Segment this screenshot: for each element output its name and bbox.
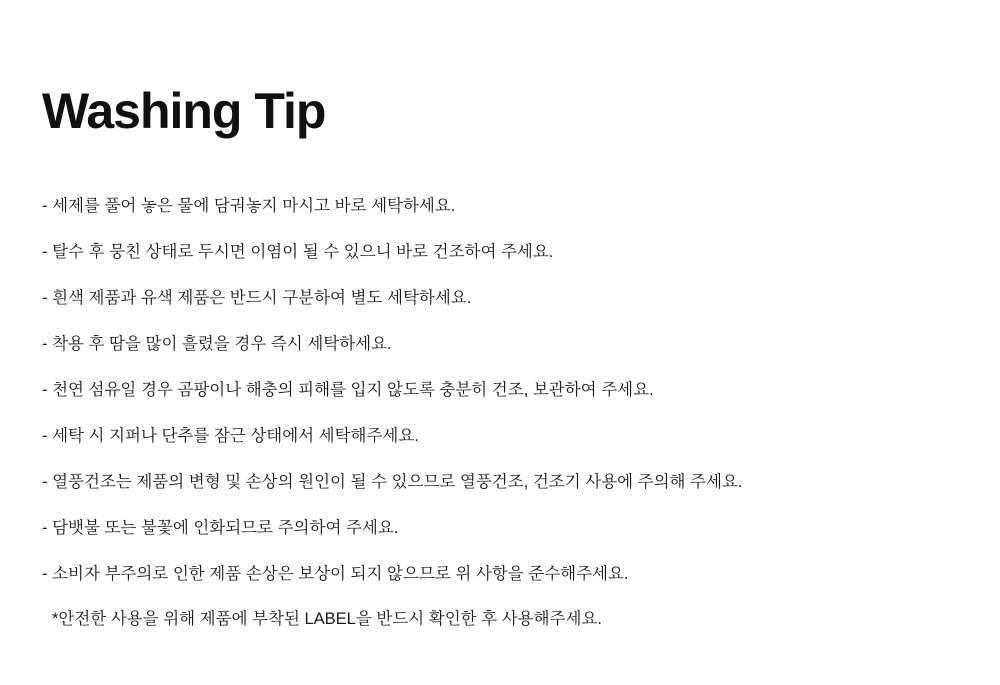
safety-note: *안전한 사용을 위해 제품에 부착된 LABEL을 반드시 확인한 후 사용해주세요.: [52, 610, 602, 629]
tips-list: [42, 196, 962, 631]
list-item: - 탈수 후 뭉친 상태로 두시면 이염이 될 수 있으니 바로 건조하여 주세요.: [42, 242, 554, 261]
list-item: - 착용 후 땀을 많이 흘렸을 경우 즉시 세탁하세요.: [42, 334, 392, 353]
list-item: - 흰색 제품과 유색 제품은 반드시 구분하여 별도 세탁하세요.: [42, 288, 472, 307]
list-item: - 열풍건조는 제품의 변형 및 손상의 원인이 될 수 있으므로 열풍건조, 건조기 사용에 주의해 주세요.: [42, 472, 743, 491]
page-title: Washing Tip: [42, 82, 326, 139]
list-item: - 천연 섬유일 경우 곰팡이나 해충의 피해를 입지 않도록 충분히 건조, 보관하여 주세요.: [42, 380, 654, 399]
list-item: - 세제를 풀어 놓은 물에 담궈놓지 마시고 바로 세탁하세요.: [42, 197, 456, 215]
list-item: - 세탁 시 지퍼나 단추를 잠근 상태에서 세탁해주세요.: [42, 426, 419, 445]
list-item: - 소비자 부주의로 인한 제품 손상은 보상이 되지 않으므로 위 사항을 준수해주세요.: [42, 564, 629, 583]
list-item: - 담뱃불 또는 불꽃에 인화되므로 주의하여 주세요.: [42, 518, 399, 537]
